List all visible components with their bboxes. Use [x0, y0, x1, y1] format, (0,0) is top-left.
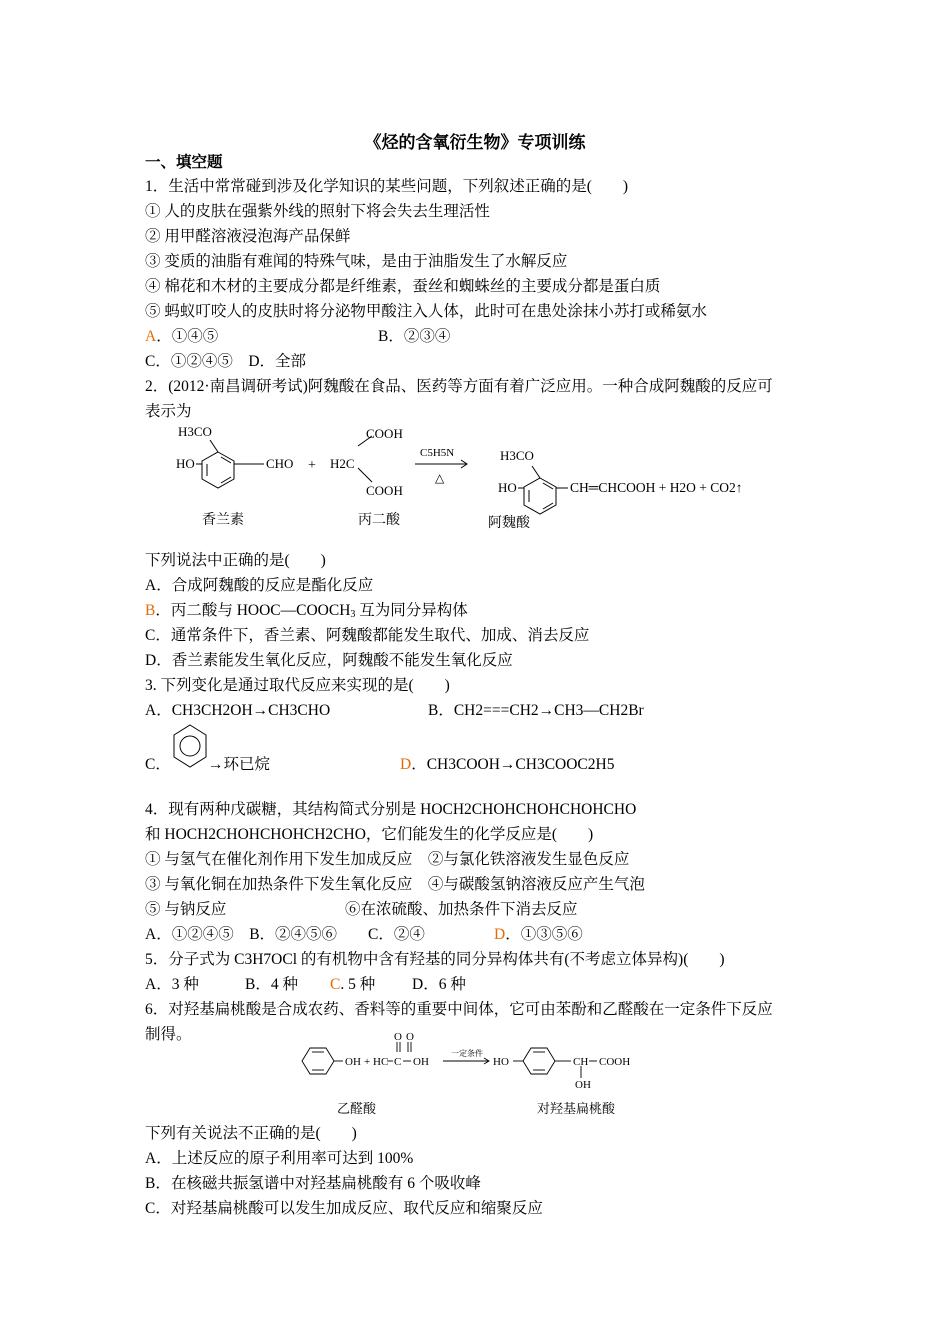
product-oh: OH	[575, 1079, 591, 1091]
q2-option-b-sub: 3	[350, 609, 356, 620]
q5-option-d: D．6 种	[412, 976, 466, 993]
q5-option-b: B．4 种	[245, 976, 298, 993]
q3-option-d: D．CH3COOH→CH3COOC2H5	[400, 756, 615, 773]
acid-oh: OH	[413, 1056, 429, 1068]
q2-option-b-pre: ．丙二酸与 HOOC—COOCH	[155, 602, 351, 619]
q4-reaction-row-1: ① 与氢气在催化剂作用下发生加成反应 ②与氯化铁溶液发生显色反应	[145, 851, 630, 868]
oxygen-1: O	[394, 1031, 402, 1043]
q3-option-c-text: →环已烷	[208, 756, 271, 773]
q3-option-c-label: C．	[145, 756, 171, 773]
q3-option-d-formula: CH3COOH→CH3COOC2H5	[426, 756, 615, 773]
q6-option-c: C．对羟基扁桃酸可以发生加成反应、取代反应和缩聚反应	[145, 1200, 543, 1217]
label-hydroxymandelic-acid: 对羟基扁桃酸	[537, 1101, 616, 1116]
phenol-oh: OH	[345, 1056, 361, 1068]
q1-item-2: ② 用甲醛溶液浸泡海产品保鲜	[145, 228, 351, 245]
label-ferulic-acid: 阿魏酸	[488, 516, 530, 531]
q3-option-b-formula: CH2===CH2→CH3—CH2Br	[453, 702, 644, 719]
q4-reaction-6: ⑥在浓硫酸、加热条件下消去反应	[345, 901, 578, 918]
oxygen-2: O	[406, 1031, 414, 1043]
benzene-ring-figure	[170, 722, 210, 774]
condition-top: C5H5N	[420, 447, 455, 459]
plus-sign: +	[308, 458, 316, 473]
label-glyoxylic-acid: 乙醛酸	[337, 1101, 377, 1116]
q4-option-d-text: ．①③⑤⑥	[505, 926, 583, 943]
q4-stem-line2: 和 HOCH2CHOHCHOHCH2CHO，它们能发生的化学反应是( )	[145, 826, 594, 843]
q5-stem: 5．分子式为 C3H7OCl 的有机物中含有羟基的同分异构体共有(不考虑立体异构)( )	[145, 951, 725, 968]
q2-option-a: A．合成阿魏酸的反应是酯化反应	[145, 577, 374, 594]
h3co-label: H3CO	[178, 424, 212, 439]
q5-option-c	[330, 975, 375, 995]
q1-stem: 1．生活中常常碰到涉及化学知识的某些问题，下列叙述正确的是( )	[145, 178, 629, 195]
cho-label: CHO	[266, 456, 294, 471]
q2-option-b-post: 互为同分异构体	[355, 602, 468, 619]
product-ho: HO	[493, 1056, 509, 1068]
q4-option-d	[494, 925, 583, 945]
q3-option-d-letter: D	[400, 756, 412, 773]
cooh-bottom-label: COOH	[366, 483, 403, 498]
q1-option-a-text: ．①④⑤	[156, 328, 219, 345]
q6-stem-line1: 6．对羟基扁桃酸是合成农药、香料等的重要中间体，它可由苯酚和乙醛酸在一定条件下反应	[145, 1001, 773, 1018]
cooh-top-label: COOH	[366, 426, 403, 441]
c-label: C	[394, 1056, 402, 1068]
q6-question: 下列有关说法不正确的是( )	[145, 1125, 357, 1142]
q3-option-a-formula: CH3CH2OH→CH3CHO	[171, 702, 331, 719]
q4-options-abc: A．①②④⑤ B．②④⑤⑥ C．②④	[145, 926, 425, 943]
q1-option-cd: C．①②④⑤ D．全部	[145, 353, 307, 370]
q1-option-a	[145, 327, 218, 347]
q3-option-a	[145, 701, 330, 721]
q6-option-a: A．上述反应的原子利用率可达到 100%	[145, 1150, 414, 1167]
q4-stem-line1: 4．现有两种戊碳糖，其结构简式分别是 HOCH2CHOHCHOHCHOHCHO	[145, 801, 637, 818]
q1-option-b: B．②③④	[378, 328, 451, 345]
label-vanillin: 香兰素	[202, 513, 244, 528]
q4-reaction-row-2: ③ 与氧化铜在加热条件下发生氧化反应 ④与碳酸氢钠溶液反应产生气泡	[145, 876, 645, 893]
q2-option-b	[145, 601, 468, 621]
page-title: 《烃的含氧衍生物》专项训练	[364, 133, 586, 152]
q2-option-d: D．香兰素能发生氧化反应，阿魏酸不能发生氧化反应	[145, 652, 513, 669]
plus-sign: +	[364, 1056, 371, 1068]
q1-item-3: ③ 变质的油脂有难闻的特殊气味，是由于油脂发生了水解反应	[145, 253, 568, 270]
q6-option-b: B．在核磁共振氢谱中对羟基扁桃酸有 6 个吸收峰	[145, 1175, 481, 1192]
section-heading: 一、填空题	[145, 154, 223, 171]
product-ch: CH	[573, 1056, 589, 1068]
product-cooh: COOH	[599, 1056, 631, 1068]
q6-stem-line2: 制得。	[145, 1026, 192, 1043]
q5-formula: C3H7OCl	[234, 951, 298, 968]
label-malonic-acid: 丙二酸	[358, 513, 400, 528]
q2-reaction-figure	[170, 420, 800, 535]
q2-question: 下列说法中正确的是( )	[145, 552, 326, 569]
q3-option-a-label: A．	[145, 702, 172, 719]
q5-option-c-text: . 5 种	[340, 976, 376, 993]
q1-item-4: ④ 棉花和木材的主要成分都是纤维素，蚕丝和蜘蛛丝的主要成分都是蛋白质	[145, 278, 661, 295]
q5-option-a: A．3 种	[145, 976, 199, 993]
q2-option-c: C．通常条件下，香兰素、阿魏酸都能发生取代、加成、消去反应	[145, 627, 590, 644]
q2-option-b-letter: B	[145, 602, 156, 619]
hc-label: HC	[373, 1056, 389, 1068]
product-chain: CH═CHCOOH + H2O + CO2↑	[570, 480, 743, 495]
q3-option-b-label: B．	[428, 702, 454, 719]
q3-option-b	[428, 701, 644, 721]
product-h3co-label: H3CO	[500, 448, 534, 463]
q1-option-a-letter: A	[145, 328, 157, 345]
q2-stem-line2: 表示为	[145, 403, 192, 420]
q1-item-5: ⑤ 蚂蚁叮咬人的皮肤时将分泌物甲酸注入人体，此时可在患处涂抹小苏打或稀氨水	[145, 303, 707, 320]
condition-label: 一定条件	[451, 1049, 483, 1058]
q4-option-d-letter: D	[494, 926, 506, 943]
q6-reaction-figure	[285, 1028, 645, 1120]
product-ho-label: HO	[498, 480, 517, 495]
q1-item-1: ① 人的皮肤在强紫外线的照射下将会失去生理活性	[145, 203, 490, 220]
q3-stem: 3. 下列变化是通过取代反应来实现的是( )	[145, 677, 450, 694]
q5-option-c-letter: C	[330, 976, 341, 993]
condition-heat: △	[435, 471, 445, 485]
q2-stem-line1: 2．(2012·南昌调研考试)阿魏酸在食品、医药等方面有着广泛应用。一种合成阿魏酸的反应可	[145, 378, 773, 395]
h2c-label: H2C	[330, 456, 355, 471]
ho-label: HO	[176, 456, 195, 471]
q4-reaction-5: ⑤ 与钠反应	[145, 901, 227, 918]
